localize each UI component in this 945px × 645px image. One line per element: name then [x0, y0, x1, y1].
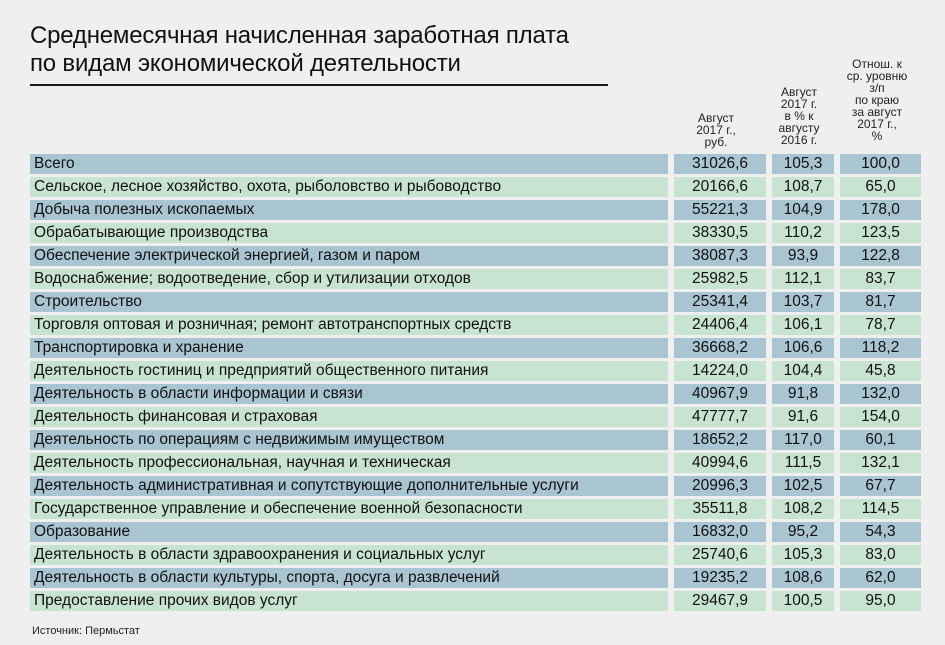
percent-yoy-value: 104,4: [772, 361, 834, 381]
salary-value: 40967,9: [674, 384, 766, 404]
row-label: Обрабатывающие производства: [30, 223, 668, 243]
ratio-region-value: 65,0: [840, 177, 921, 197]
percent-yoy-value: 106,6: [772, 338, 834, 358]
salary-value: 20996,3: [674, 476, 766, 496]
table-row: [30, 361, 921, 381]
table-row: [30, 568, 921, 588]
column-header-salary: Август 2017 г., руб.: [696, 111, 736, 149]
table-row: [30, 223, 921, 243]
percent-yoy-value: 105,3: [772, 545, 834, 565]
percent-yoy-value: 111,5: [772, 453, 834, 473]
percent-yoy-value: 108,7: [772, 177, 834, 197]
ratio-region-value: 122,8: [840, 246, 921, 266]
column-header-ratio-region: Отнош. к ср. уровню з/п по краю за август 2017 г., %: [846, 57, 908, 143]
salary-value: 47777,7: [674, 407, 766, 427]
table-row: [30, 545, 921, 565]
percent-yoy-value: 110,2: [772, 223, 834, 243]
salary-value: 35511,8: [674, 499, 766, 519]
row-label: Деятельность по операциям с недвижимым имуществом: [30, 430, 668, 450]
percent-yoy-value: 100,5: [772, 591, 834, 611]
table-row: [30, 269, 921, 289]
table-row: [30, 591, 921, 611]
table-row: [30, 338, 921, 358]
salary-value: 19235,2: [674, 568, 766, 588]
percent-yoy-value: 108,6: [772, 568, 834, 588]
table-row: [30, 499, 921, 519]
ratio-region-value: 45,8: [840, 361, 921, 381]
column-header-percent-yoy: Август 2017 г. в % к августу 2016 г.: [778, 85, 820, 147]
ratio-region-value: 67,7: [840, 476, 921, 496]
salary-value: 25740,6: [674, 545, 766, 565]
salary-value: 38087,3: [674, 246, 766, 266]
table-row: [30, 200, 921, 220]
salary-value: 29467,9: [674, 591, 766, 611]
salary-value: 18652,2: [674, 430, 766, 450]
row-label: Строительство: [30, 292, 668, 312]
row-label: Деятельность гостиниц и предприятий общественного питания: [30, 361, 668, 381]
table-row: [30, 315, 921, 335]
row-label: Образование: [30, 522, 668, 542]
table-row: [30, 476, 921, 496]
chart-title-line-1: Среднемесячная начисленная заработная плата: [30, 22, 569, 49]
row-label: Деятельность профессиональная, научная и техническая: [30, 453, 668, 473]
ratio-region-value: 78,7: [840, 315, 921, 335]
row-label: Деятельность финансовая и страховая: [30, 407, 668, 427]
salary-value: 36668,2: [674, 338, 766, 358]
ratio-region-value: 154,0: [840, 407, 921, 427]
percent-yoy-value: 103,7: [772, 292, 834, 312]
table-row: [30, 154, 921, 174]
ratio-region-value: 54,3: [840, 522, 921, 542]
row-label: Торговля оптовая и розничная; ремонт автотранспортных средств: [30, 315, 668, 335]
row-label: Деятельность в области здравоохранения и социальных услуг: [30, 545, 668, 565]
percent-yoy-value: 106,1: [772, 315, 834, 335]
chart-title-line-2: по видам экономической деятельности: [30, 50, 461, 77]
ratio-region-value: 83,0: [840, 545, 921, 565]
ratio-region-value: 83,7: [840, 269, 921, 289]
ratio-region-value: 178,0: [840, 200, 921, 220]
percent-yoy-value: 91,8: [772, 384, 834, 404]
row-label: Всего: [30, 154, 668, 174]
table-row: [30, 407, 921, 427]
row-label: Сельское, лесное хозяйство, охота, рыболовство и рыбоводство: [30, 177, 668, 197]
title-divider: [30, 84, 608, 86]
ratio-region-value: 95,0: [840, 591, 921, 611]
ratio-region-value: 123,5: [840, 223, 921, 243]
percent-yoy-value: 117,0: [772, 430, 834, 450]
salary-value: 25982,5: [674, 269, 766, 289]
ratio-region-value: 114,5: [840, 499, 921, 519]
source-note: Источник: Пермьстат: [32, 625, 140, 637]
table-row: [30, 177, 921, 197]
chart-title: [30, 22, 630, 78]
salary-value: 24406,4: [674, 315, 766, 335]
percent-yoy-value: 102,5: [772, 476, 834, 496]
row-label: Добыча полезных ископаемых: [30, 200, 668, 220]
percent-yoy-value: 93,9: [772, 246, 834, 266]
percent-yoy-value: 108,2: [772, 499, 834, 519]
ratio-region-value: 60,1: [840, 430, 921, 450]
table-row: [30, 453, 921, 473]
row-label: Водоснабжение; водоотведение, сбор и утилизации отходов: [30, 269, 668, 289]
table-row: [30, 522, 921, 542]
salary-value: 31026,6: [674, 154, 766, 174]
salary-value: 55221,3: [674, 200, 766, 220]
row-label: Транспортировка и хранение: [30, 338, 668, 358]
row-label: Предоставление прочих видов услуг: [30, 591, 668, 611]
ratio-region-value: 132,0: [840, 384, 921, 404]
ratio-region-value: 118,2: [840, 338, 921, 358]
row-label: Обеспечение электрической энергией, газом и паром: [30, 246, 668, 266]
percent-yoy-value: 91,6: [772, 407, 834, 427]
ratio-region-value: 100,0: [840, 154, 921, 174]
row-label: Деятельность в области культуры, спорта, досуга и развлечений: [30, 568, 668, 588]
salary-value: 16832,0: [674, 522, 766, 542]
row-label: Деятельность административная и сопутствующие дополнительные услуги: [30, 476, 668, 496]
salary-value: 14224,0: [674, 361, 766, 381]
table-row: [30, 292, 921, 312]
ratio-region-value: 62,0: [840, 568, 921, 588]
row-label: Государственное управление и обеспечение военной безопасности: [30, 499, 668, 519]
table-row: [30, 246, 921, 266]
salary-value: 40994,6: [674, 453, 766, 473]
salary-value: 20166,6: [674, 177, 766, 197]
percent-yoy-value: 112,1: [772, 269, 834, 289]
salary-value: 38330,5: [674, 223, 766, 243]
ratio-region-value: 81,7: [840, 292, 921, 312]
percent-yoy-value: 105,3: [772, 154, 834, 174]
ratio-region-value: 132,1: [840, 453, 921, 473]
table-row: [30, 430, 921, 450]
table-row: [30, 384, 921, 404]
percent-yoy-value: 95,2: [772, 522, 834, 542]
salary-value: 25341,4: [674, 292, 766, 312]
percent-yoy-value: 104,9: [772, 200, 834, 220]
salary-table: [30, 154, 921, 614]
row-label: Деятельность в области информации и связи: [30, 384, 668, 404]
